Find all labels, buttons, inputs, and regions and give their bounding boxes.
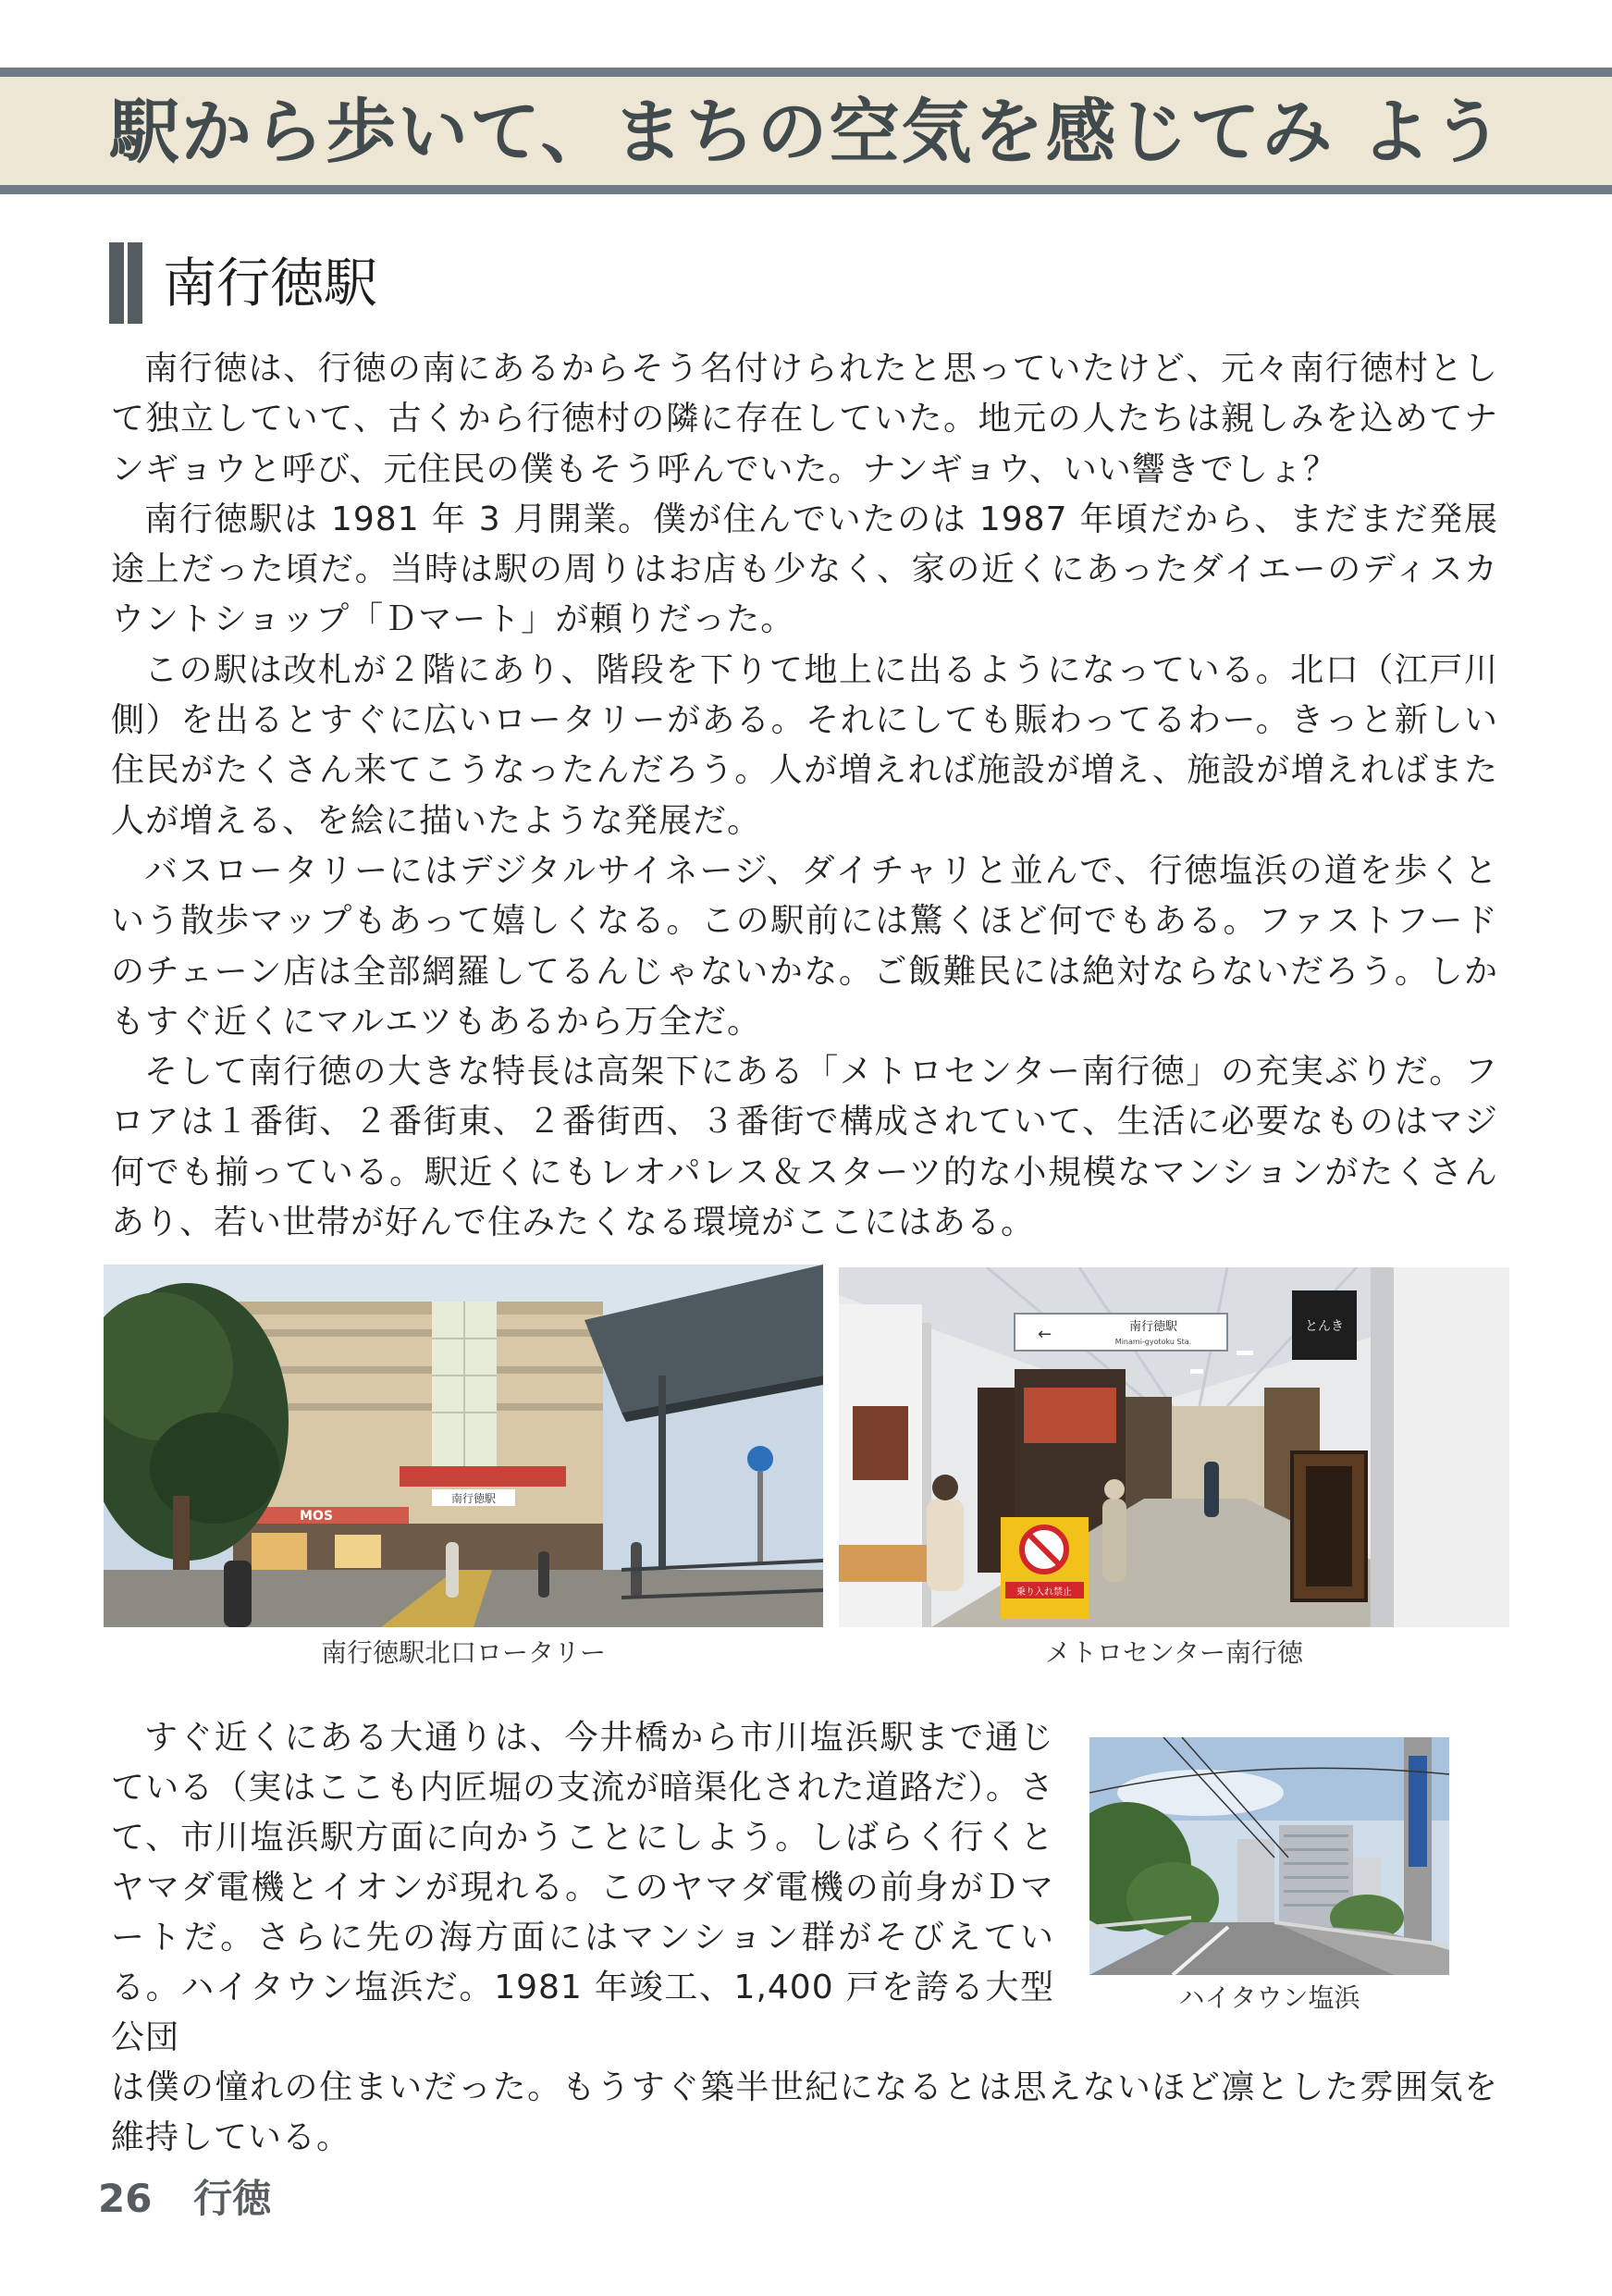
paragraph: そして南行徳の大きな特長は高架下にある「メトロセンター南行徳」の充実ぶりだ。フロアは１番街、２番街東、２番街西、３番街で構成されていて、生活に必要なものはマジ何でも揃っている。駅近くにもレオパレス＆スターツ的な小規模なマンションがたくさんあり、若い世帯が好んで住みたくなる環境がここにはある。: [111, 1053, 1498, 1242]
section-marker-bar: [128, 242, 142, 324]
shop-sign: とんき: [1305, 1319, 1344, 1334]
paragraph: 南行徳は、行徳の南にあるからそう名付けられたと思っていたけど、元々南行徳村として独立していて、古くから行徳村の隣に存在していた。地元の人たちは親しみを込めてナンギョウと呼び、元住民の僕もそう呼んでいた。ナンギョウ、いい響きでしょ？: [111, 350, 1498, 488]
shop-sign: MOS: [300, 1509, 333, 1524]
photo-caption: メトロセンター南行徳: [1045, 1637, 1303, 1668]
banner-top-rule: [0, 68, 1612, 77]
notice-text: 乗り入れ禁止: [1016, 1587, 1072, 1598]
page-number: 26: [98, 2176, 153, 2221]
photo-caption: 南行徳駅北口ロータリー: [320, 1637, 606, 1668]
paragraph: バスロータリーにはデジタルサイネージ、ダイチャリと並んで、行徳塩浜の道を歩くという散歩マップもあって嬉しくなる。この駅前には驚くほど何でもある。ファストフードのチェーン店は全部網羅してるんじゃないかな。ご飯難民には絶対ならないだろう。しかもすぐ近くにマルエツもあるから万全だ。: [111, 851, 1498, 1041]
section-marker-bar: [109, 242, 124, 324]
paragraph: この駅は改札が２階にあり、階段を下りて地上に出るようになっている。北口（江戸川側）を出るとすぐに広いロータリーがある。それにしても賑わってるわー。きっと新しい住民がたくさん来てこうなったんだろう。人が増えれば施設が増え、施設が増えればまた人が増える、を絵に描いたような発展だ。: [111, 650, 1498, 840]
station-sign: 南行徳駅: [450, 1492, 497, 1505]
page-footer: [98, 2176, 271, 2222]
rotary-photo: [104, 1265, 823, 1627]
area-name: 行徳: [193, 2176, 272, 2221]
svg-text:←: ←: [1038, 1325, 1052, 1344]
metro-center-photo: [839, 1267, 1509, 1627]
title-banner: [0, 77, 1612, 185]
station-sign: 南行徳駅: [1128, 1320, 1178, 1334]
paragraph-continued: は僕の憧れの住まいだった。もうすぐ築半世紀になるとは思えないほど凛とした雰囲気を維持している。: [111, 2068, 1498, 2156]
banner-bottom-rule: [0, 185, 1612, 194]
page-title: 駅から歩いて、まちの空気を感じてみ よう: [109, 91, 1505, 173]
photo-caption: ハイタウン塩浜: [1178, 1982, 1360, 2013]
paragraph: 南行徳駅は 1981 年 3 月開業。僕が住んでいたのは 1987 年頃だから、まだまだ発展途上だった頃だ。当時は駅の周りはお店も少なく、家の近くにあったダイエーのディスカウントショップ「Ｄマート」が頼りだった。: [111, 500, 1498, 639]
article-body: [111, 344, 1498, 1248]
section-title: 南行徳駅: [163, 252, 378, 315]
station-sign-en: Minami-gyotoku Sta.: [1114, 1338, 1192, 1346]
paragraph: すぐ近くにある大通りは、今井橋から市川塩浜駅まで通じている（実はここも内匠堀の支流が暗渠化された道路だ）。さて、市川塩浜駅方面に向かうことにしよう。しばらく行くとヤマダ電機とイオンが現れる。このヤマダ電機の前身がＤマートだ。さらに先の海方面にはマンション群がそびえている。ハイタウン塩浜だ。1981 年竣工、1,400 戸を誇る大型公団: [111, 1719, 1054, 2056]
article-body-lower: [111, 1713, 1498, 2163]
